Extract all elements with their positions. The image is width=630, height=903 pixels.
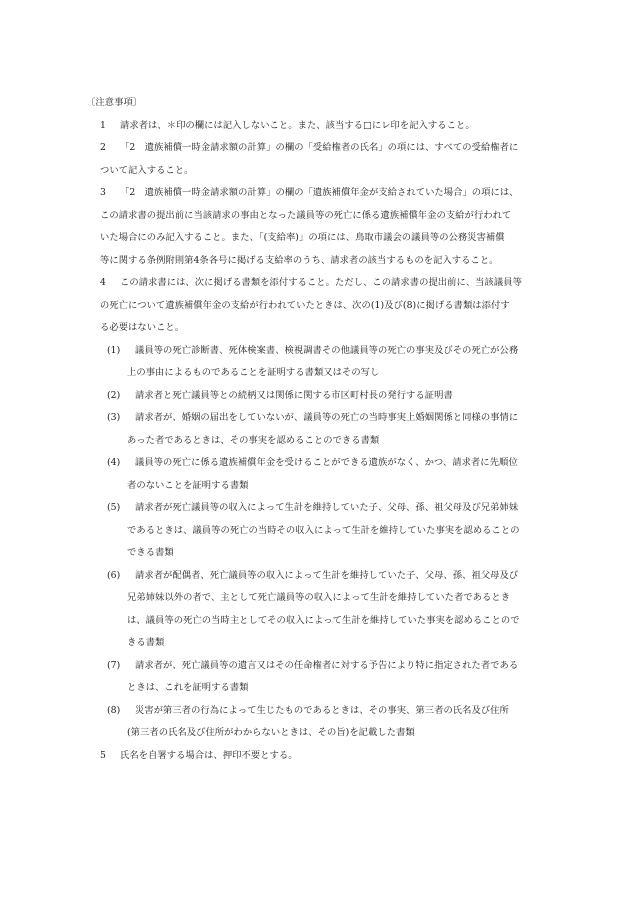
attachment-item-8 — [88, 700, 590, 745]
attachment-line — [107, 452, 590, 475]
note-line — [100, 115, 590, 138]
attachment-continuation: であるときは、議員等の死亡の当時その収入によって生計を維持していた事実を認めることの — [127, 524, 520, 536]
attachment-number: (7) — [107, 659, 121, 671]
attachment-number: (2) — [107, 389, 121, 401]
attachment-line — [107, 655, 590, 678]
attachment-line — [107, 497, 590, 520]
attachment-text: 請求者が、死亡議員等の遺言又はその任命権者に対する予告により特に指定された者である — [135, 659, 519, 671]
attachment-number: (1) — [107, 344, 121, 356]
note-line — [100, 272, 590, 295]
attachment-text: 議員等の死亡に係る遺族補償年金を受けることができる遺族がなく、かつ、請求者に先順位 — [135, 457, 518, 468]
attachment-continuation: 上の事由によるものであることを証明する書類又はその写し — [127, 367, 380, 378]
note-number: 4 — [100, 277, 106, 288]
note-continuation: ついて記入すること。 — [100, 164, 194, 176]
attachment-text: 議員等の死亡診断書、死体検案書、検視調書その他議員等の死亡の事実及びその死亡が公務 — [135, 344, 519, 356]
note-continuation: る必要はないこと。 — [100, 322, 185, 333]
note-number: 5 — [100, 749, 106, 761]
attachment-item-1 — [88, 340, 590, 385]
attachment-continuation: (第三者の氏名及び住所がわからないときは、その旨)を記載した書類 — [127, 727, 415, 738]
attachment-text: 請求者と死亡議員等との続柄又は関係に関する市区町村長の発行する証明書 — [135, 389, 453, 401]
note-line — [100, 137, 590, 160]
note-text: この請求書には、次に掲げる書類を添付すること。ただし、この請求書の提出前に、当該議員等 — [120, 277, 522, 288]
note-item-4 — [88, 272, 590, 340]
note-number: 3 — [100, 187, 106, 198]
note-continuation: 等に関する条例附則第4条各号に掲げる支給率のうち、請求者の該当するものを記入すること。 — [100, 254, 499, 266]
note-number: 2 — [100, 142, 106, 153]
note-continuation: この請求書の提出前に当該請求の事由となった議員等の死亡に係る遺族補償年金の支給が行われて — [100, 209, 512, 221]
attachment-line — [107, 407, 590, 430]
attachment-item-6 — [88, 565, 590, 655]
attachment-number: (3) — [107, 412, 121, 423]
attachment-line — [107, 565, 590, 588]
note-text: 「2 遺族補償一時金請求額の計算」の欄の「遺族補償年金が支給されていた場合」の項には、 — [120, 187, 519, 198]
attachment-continuation: 者のないことを証明する書類 — [127, 479, 249, 491]
attachment-continuation: 兄弟姉妹以外の者で、主として死亡議員等の収入によって生計を維持していた者であるとき — [127, 592, 511, 603]
attachment-line — [107, 385, 590, 408]
note-item-2 — [88, 137, 590, 182]
attachment-item-2 — [88, 385, 590, 408]
attachment-continuation: あった者であるときは、その事実を認めることのできる書類 — [127, 434, 380, 446]
attachment-line — [107, 340, 590, 363]
attachment-line — [107, 700, 590, 723]
note-line — [100, 182, 590, 205]
attachment-continuation: ときは、これを証明する書類 — [127, 682, 249, 693]
attachment-item-4 — [88, 452, 590, 497]
note-text: 「2 遺族補償一時金請求額の計算」の欄の「受給権者の氏名」の項には、すべての受給権者に — [120, 142, 519, 153]
attachment-continuation: できる書類 — [127, 547, 174, 558]
attachment-number: (6) — [107, 569, 121, 581]
note-text: 氏名を自署する場合は、押印不要とする。 — [120, 749, 298, 761]
attachment-number: (5) — [107, 502, 121, 513]
attachment-continuation: きる書類 — [127, 637, 165, 648]
attachment-text: 請求者が配偶者、死亡議員等の収入によって生計を維持していた子、父母、孫、祖父母及び — [135, 569, 519, 581]
attachment-item-5 — [88, 497, 590, 565]
note-number: 1 — [100, 119, 106, 131]
attachment-item-3 — [88, 407, 590, 452]
note-continuation: の死亡について遺族補償年金の支給が行われていたときは、次の(1)及び(8)に掲げる書類は添付す — [100, 299, 510, 311]
note-continuation: いた場合にのみ記入すること。また、「(支給率)」の項には、鳥取市議会の議員等の公務災害補償 — [100, 232, 505, 243]
attachment-continuation: は、議員等の死亡の当時主としてその収入によって生計を維持していた事実を認めることので — [127, 614, 520, 626]
note-text: 請求者は、＊印の欄には記入しないこと。また、該当する□にレ印を記入すること。 — [120, 119, 475, 131]
notes-heading: 〔注意事項〕 — [86, 97, 143, 108]
attachment-text: 請求者が、婚姻の届出をしていないが、議員等の死亡の当時事実上婚姻関係と同様の事情に — [135, 412, 519, 423]
note-item-5 — [88, 745, 590, 768]
attachment-number: (8) — [107, 704, 121, 716]
attachment-item-7 — [88, 655, 590, 700]
note-item-3 — [88, 182, 590, 272]
attachment-text: 請求者が死亡議員等の収入によって生計を維持していた子、父母、孫、祖父母及び兄弟姉妹 — [135, 502, 519, 513]
attachment-text: 災害が第三者の行為によって生じたものであるときは、その事実、第三者の氏名及び住所 — [135, 704, 509, 716]
attachment-number: (4) — [107, 457, 121, 468]
note-line — [100, 745, 590, 768]
note-item-1 — [88, 115, 590, 138]
